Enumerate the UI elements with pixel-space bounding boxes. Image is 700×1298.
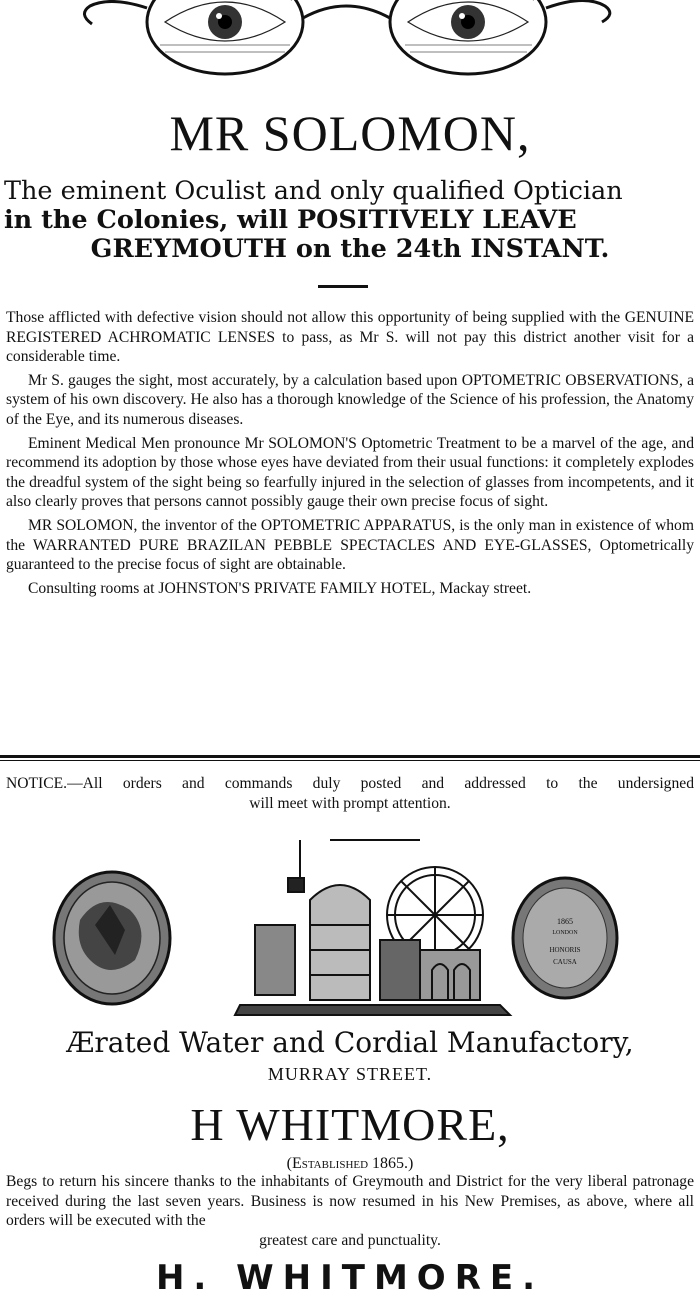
- whitmore-body-last: greatest care and punctuality.: [259, 1231, 441, 1249]
- notice-line-2: will meet with prompt attention.: [249, 794, 451, 812]
- whitmore-street: MURRAY STREET.: [267, 1064, 433, 1084]
- right-medal-icon: [513, 878, 617, 998]
- headline-line-1: The eminent Oculist and only qualified Optician: [4, 176, 623, 206]
- medal-motto-1: HONORIS: [549, 946, 581, 954]
- whitmore-body-text: Begs to return his sincere thanks to the inhabitants of Greymouth and District for the very liberal patronage received during the last seven years. Business is now resumed in his New Premises, as above, where all orders will be executed with the: [6, 1173, 694, 1230]
- factory-medals-illustration: [40, 830, 670, 1020]
- medal-city: LONDON: [552, 930, 578, 936]
- headline-line-3: GREYMOUTH on the 24th INSTANT.: [90, 234, 610, 264]
- established-date: (Established 1865.): [286, 1155, 414, 1172]
- double-rule-thin: [0, 760, 700, 761]
- whitmore-body: [6, 1172, 694, 1250]
- bridge-icon: [303, 6, 390, 18]
- paragraph-5: Consulting rooms at JOHNSTON'S PRIVATE FAMILY HOTEL, Mackay street.: [28, 579, 532, 597]
- right-temple-icon: [546, 0, 610, 22]
- double-rule-thick: [0, 755, 700, 758]
- paragraph-2: Mr S. gauges the sight, most accurately, by a calculation based upon OPTOMETRIC OBSERVATIONS, a system of his own discovery. He also has a thorough knowledge of the Science of his profession, the Anatomy of the Eye, and its numerous diseases.: [6, 371, 694, 428]
- medal-motto-2: CAUSA: [553, 958, 577, 966]
- machinery-icon: [235, 840, 510, 1015]
- short-divider: [318, 285, 368, 288]
- paragraph-1: Those afflicted with defective vision should not allow this opportunity of being supplied with the GENUINE REGISTERED ACHROMATIC LENSES to pass, as Mr S. will not pay this district another visit for a considerable time.: [6, 309, 694, 366]
- whitmore-signature: H. WHITMORE.: [155, 1258, 545, 1298]
- solomon-body: [6, 308, 694, 602]
- left-temple-icon: [84, 1, 147, 24]
- solomon-headline: [4, 177, 696, 264]
- notice-line-1: NOTICE.—All orders and commands duly posted and addressed to the undersigned: [6, 775, 694, 792]
- medal-year: 1865: [557, 917, 573, 926]
- notice: [6, 774, 694, 813]
- whitmore-name: H WHITMORE,: [190, 1099, 510, 1150]
- whitmore-heading: Ærated Water and Cordial Manufactory,: [66, 1026, 634, 1059]
- paragraph-3: Eminent Medical Men pronounce Mr SOLOMON'S Optometric Treatment to be a marvel of the age, and recommend its adoption by those whose eyes have deviated from their usual functions: it completely explodes the dreadful system of the sight being so fearfully injured in the selection of glasses from incompetents, and it also clearly proves that persons cannot possibly gauge their own precise focus of sight.: [6, 434, 694, 511]
- spectacles-eyes-illustration: [0, 0, 700, 100]
- solomon-title: MR SOLOMON,: [169, 105, 531, 161]
- paragraph-4: MR SOLOMON, the inventor of the OPTOMETRIC APPARATUS, is the only man in existence of whom the WARRANTED PURE BRAZILAN PEBBLE SPECTACLES AND EYE-GLASSES, Optometrically guaranteed to the precise focus of sight are obtainable.: [6, 516, 694, 574]
- headline-line-2: in the Colonies, will POSITIVELY LEAVE: [4, 205, 577, 235]
- left-medal-icon: [54, 872, 170, 1004]
